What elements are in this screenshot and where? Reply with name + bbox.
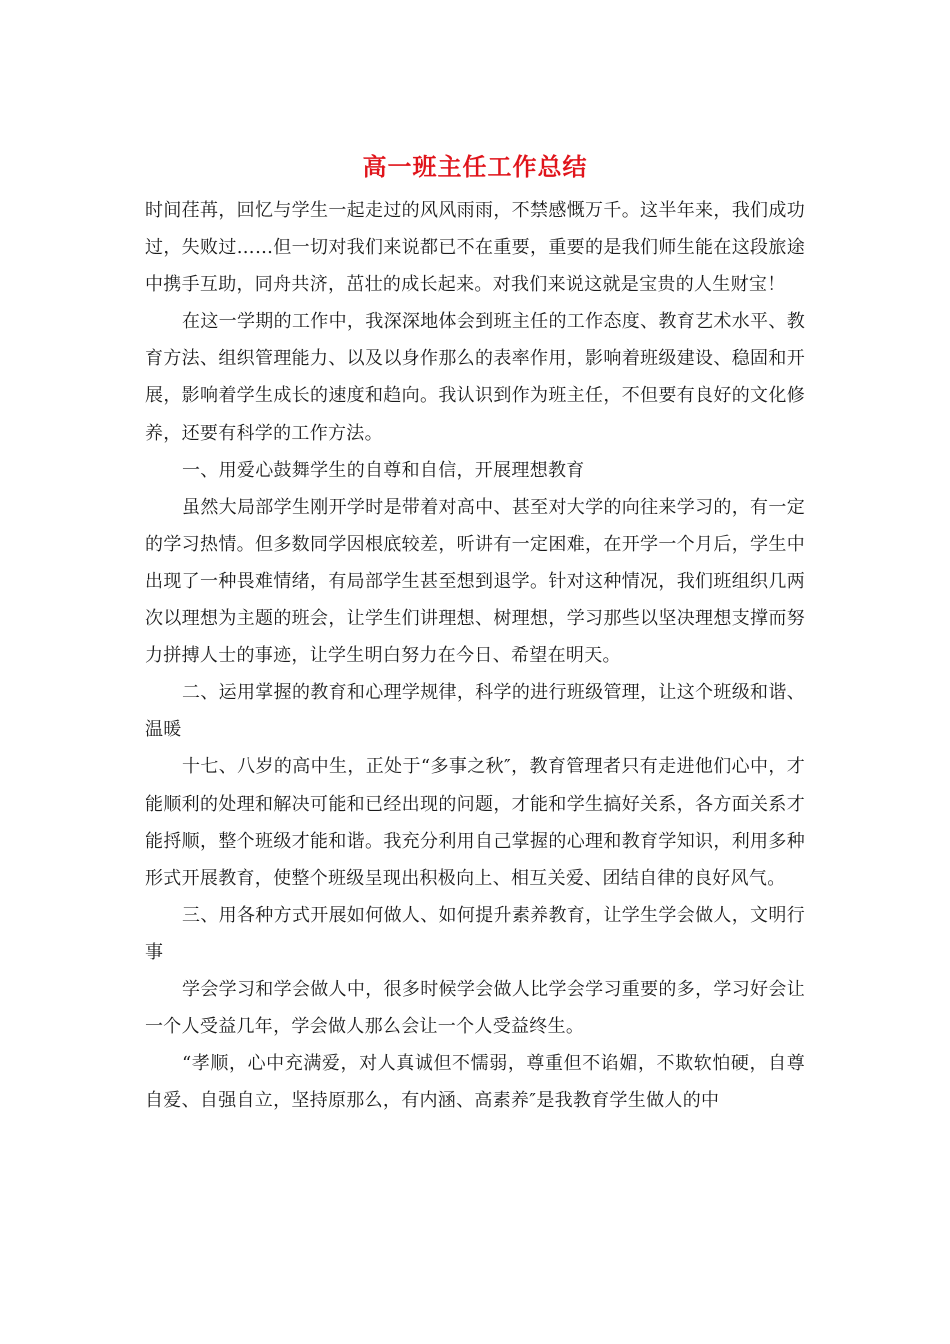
section-heading-1: 一、用爱心鼓舞学生的自尊和自信，开展理想教育 [182,459,585,481]
document-body [145,192,805,1119]
paragraph-intro: 时间荏苒，回忆与学生一起走过的风风雨雨，不禁感慨万千。这半年来，我们成功过，失败过……但一切对我们来说都已不在重要，重要的是我们师生能在这段旅途中携手互助，同舟共济，茁壮的成长起来。对我们来说这就是宝贵的人生财宝！ [145,200,805,296]
paragraph-quote: “孝顺，心中充满爱，对人真诚但不懦弱，尊重但不谄媚，不欺软怕硬，自尊自爱、自强自立，坚持原那么，有内涵、高素养″是我教育学生做人的中 [145,1053,805,1112]
document-title: 高一班主任工作总结 [362,153,588,181]
paragraph-reflection: 在这一学期的工作中，我深深地体会到班主任的工作态度、教育艺术水平、教育方法、组织管理能力、以及以身作那么的表率作用，影响着班级建设、稳固和开展，影响着学生成长的速度和趋向。我认识到作为班主任，不但要有良好的文化修养，还要有科学的工作方法。 [145,311,805,444]
paragraph-section-3: 学会学习和学会做人中，很多时候学会做人比学会学习重要的多，学习好会让一个人受益几年，学会做人那么会让一个人受益终生。 [145,978,805,1038]
section-heading-3: 三、用各种方式开展如何做人、如何提升素养教育，让学生学会做人，文明行事 [145,904,805,963]
section-heading-2: 二、运用掌握的教育和心理学规律，科学的进行班级管理，让这个班级和谐、温暖 [145,682,805,741]
paragraph-section-2: 十七、八岁的高中生，正处于“多事之秋″，教育管理者只有走进他们心中，才能顺利的处理和解决可能和已经出现的问题，才能和学生搞好关系，各方面关系才能捋顺，整个班级才能和谐。我充分利用自己掌握的心理和教育学知识，利用多种形式开展教育，使整个班级呈现出积极向上、相互关爱、团结自律的良好风气。 [145,756,805,889]
paragraph-section-1: 虽然大局部学生刚开学时是带着对高中、甚至对大学的向往来学习的，有一定的学习热情。但多数同学因根底较差，听讲有一定困难，在开学一个月后，学生中出现了一种畏难情绪，有局部学生甚至想到退学。针对这种情况，我们班组织几两次以理想为主题的班会，让学生们讲理想、树理想，学习那些以坚决理想支撑而努力拼搏人士的事迹，让学生明白努力在今日、希望在明天。 [145,496,805,667]
